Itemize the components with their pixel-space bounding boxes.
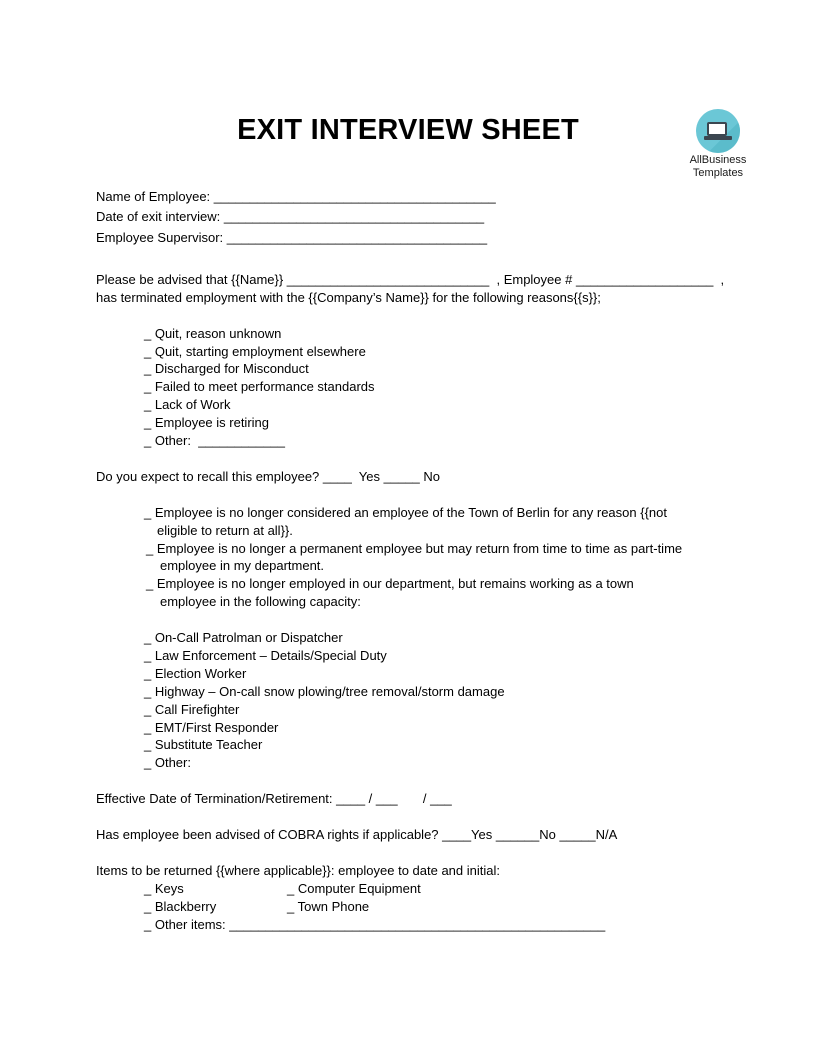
cobra-question[interactable]: Has employee been advised of COBRA rights if applicable? ____Yes ______No _____N/A [96,827,618,842]
capacity-patrolman[interactable]: _ On-Call Patrolman or Dispatcher [144,630,343,645]
reason-retiring[interactable]: _ Employee is retiring [144,415,269,430]
reason-lack-of-work[interactable]: _ Lack of Work [144,397,231,412]
capacity-firefighter[interactable]: _ Call Firefighter [144,702,240,717]
exit-interview-date-field[interactable]: Date of exit interview: ____________________________________ [96,209,485,224]
recall-option-town-employee-cont: employee in the following capacity: [160,594,361,609]
capacity-law-enforcement[interactable]: _ Law Enforcement – Details/Special Duty [144,648,387,663]
item-computer-equipment[interactable]: _ Computer Equipment [287,881,421,896]
capacity-other[interactable]: _ Other: [144,755,191,770]
logo-text-line1: AllBusiness [689,154,747,166]
item-town-phone[interactable]: _ Town Phone [287,899,370,914]
recall-option-not-employee[interactable]: _ Employee is no longer considered an employee of the Town of Berlin for any reason {{not [144,505,667,520]
employee-name-field[interactable]: Name of Employee: _______________________________________ [96,189,496,204]
allbusiness-logo [682,109,754,179]
capacity-highway[interactable]: _ Highway – On-call snow plowing/tree removal/storm damage [144,684,505,699]
recall-option-part-time-cont: employee in my department. [160,558,325,573]
reason-quit-unknown[interactable]: _ Quit, reason unknown [144,326,282,341]
reason-quit-elsewhere[interactable]: _ Quit, starting employment elsewhere [144,344,366,359]
item-blackberry[interactable]: _ Blackberry [144,899,217,914]
advised-line-1[interactable]: Please be advised that {{Name}} ____________________________ , Employee # ___________________ , [96,272,725,287]
capacity-emt[interactable]: _ EMT/First Responder [144,720,279,735]
laptop-icon [696,109,740,153]
termination-date-field[interactable]: Effective Date of Termination/Retirement: ____ / ___ / ___ [96,791,452,806]
recall-option-town-employee[interactable]: _ Employee is no longer employed in our department, but remains working as a town [146,576,634,591]
item-other[interactable]: _ Other items: ____________________________________________________ [144,917,606,932]
reason-other[interactable]: _ Other: ____________ [144,433,285,448]
reason-discharged[interactable]: _ Discharged for Misconduct [144,361,309,376]
items-heading: Items to be returned {{where applicable}}: employee to date and initial: [96,863,500,878]
logo-text-line2: Templates [692,167,744,179]
recall-option-part-time[interactable]: _ Employee is no longer a permanent employee but may return from time to time as part-time [146,541,683,556]
reason-performance[interactable]: _ Failed to meet performance standards [144,379,375,394]
capacity-election-worker[interactable]: _ Election Worker [144,666,247,681]
page-title: EXIT INTERVIEW SHEET [237,114,579,146]
employee-supervisor-field[interactable]: Employee Supervisor: ____________________________________ [96,230,488,245]
recall-option-not-employee-cont: eligible to return at all}}. [157,523,293,538]
capacity-substitute-teacher[interactable]: _ Substitute Teacher [144,737,263,752]
recall-question[interactable]: Do you expect to recall this employee? ____ Yes _____ No [96,469,441,484]
advised-line-2: has terminated employment with the {{Company’s Name}} for the following reasons{{s}}; [96,290,601,305]
item-keys[interactable]: _ Keys [144,881,184,896]
